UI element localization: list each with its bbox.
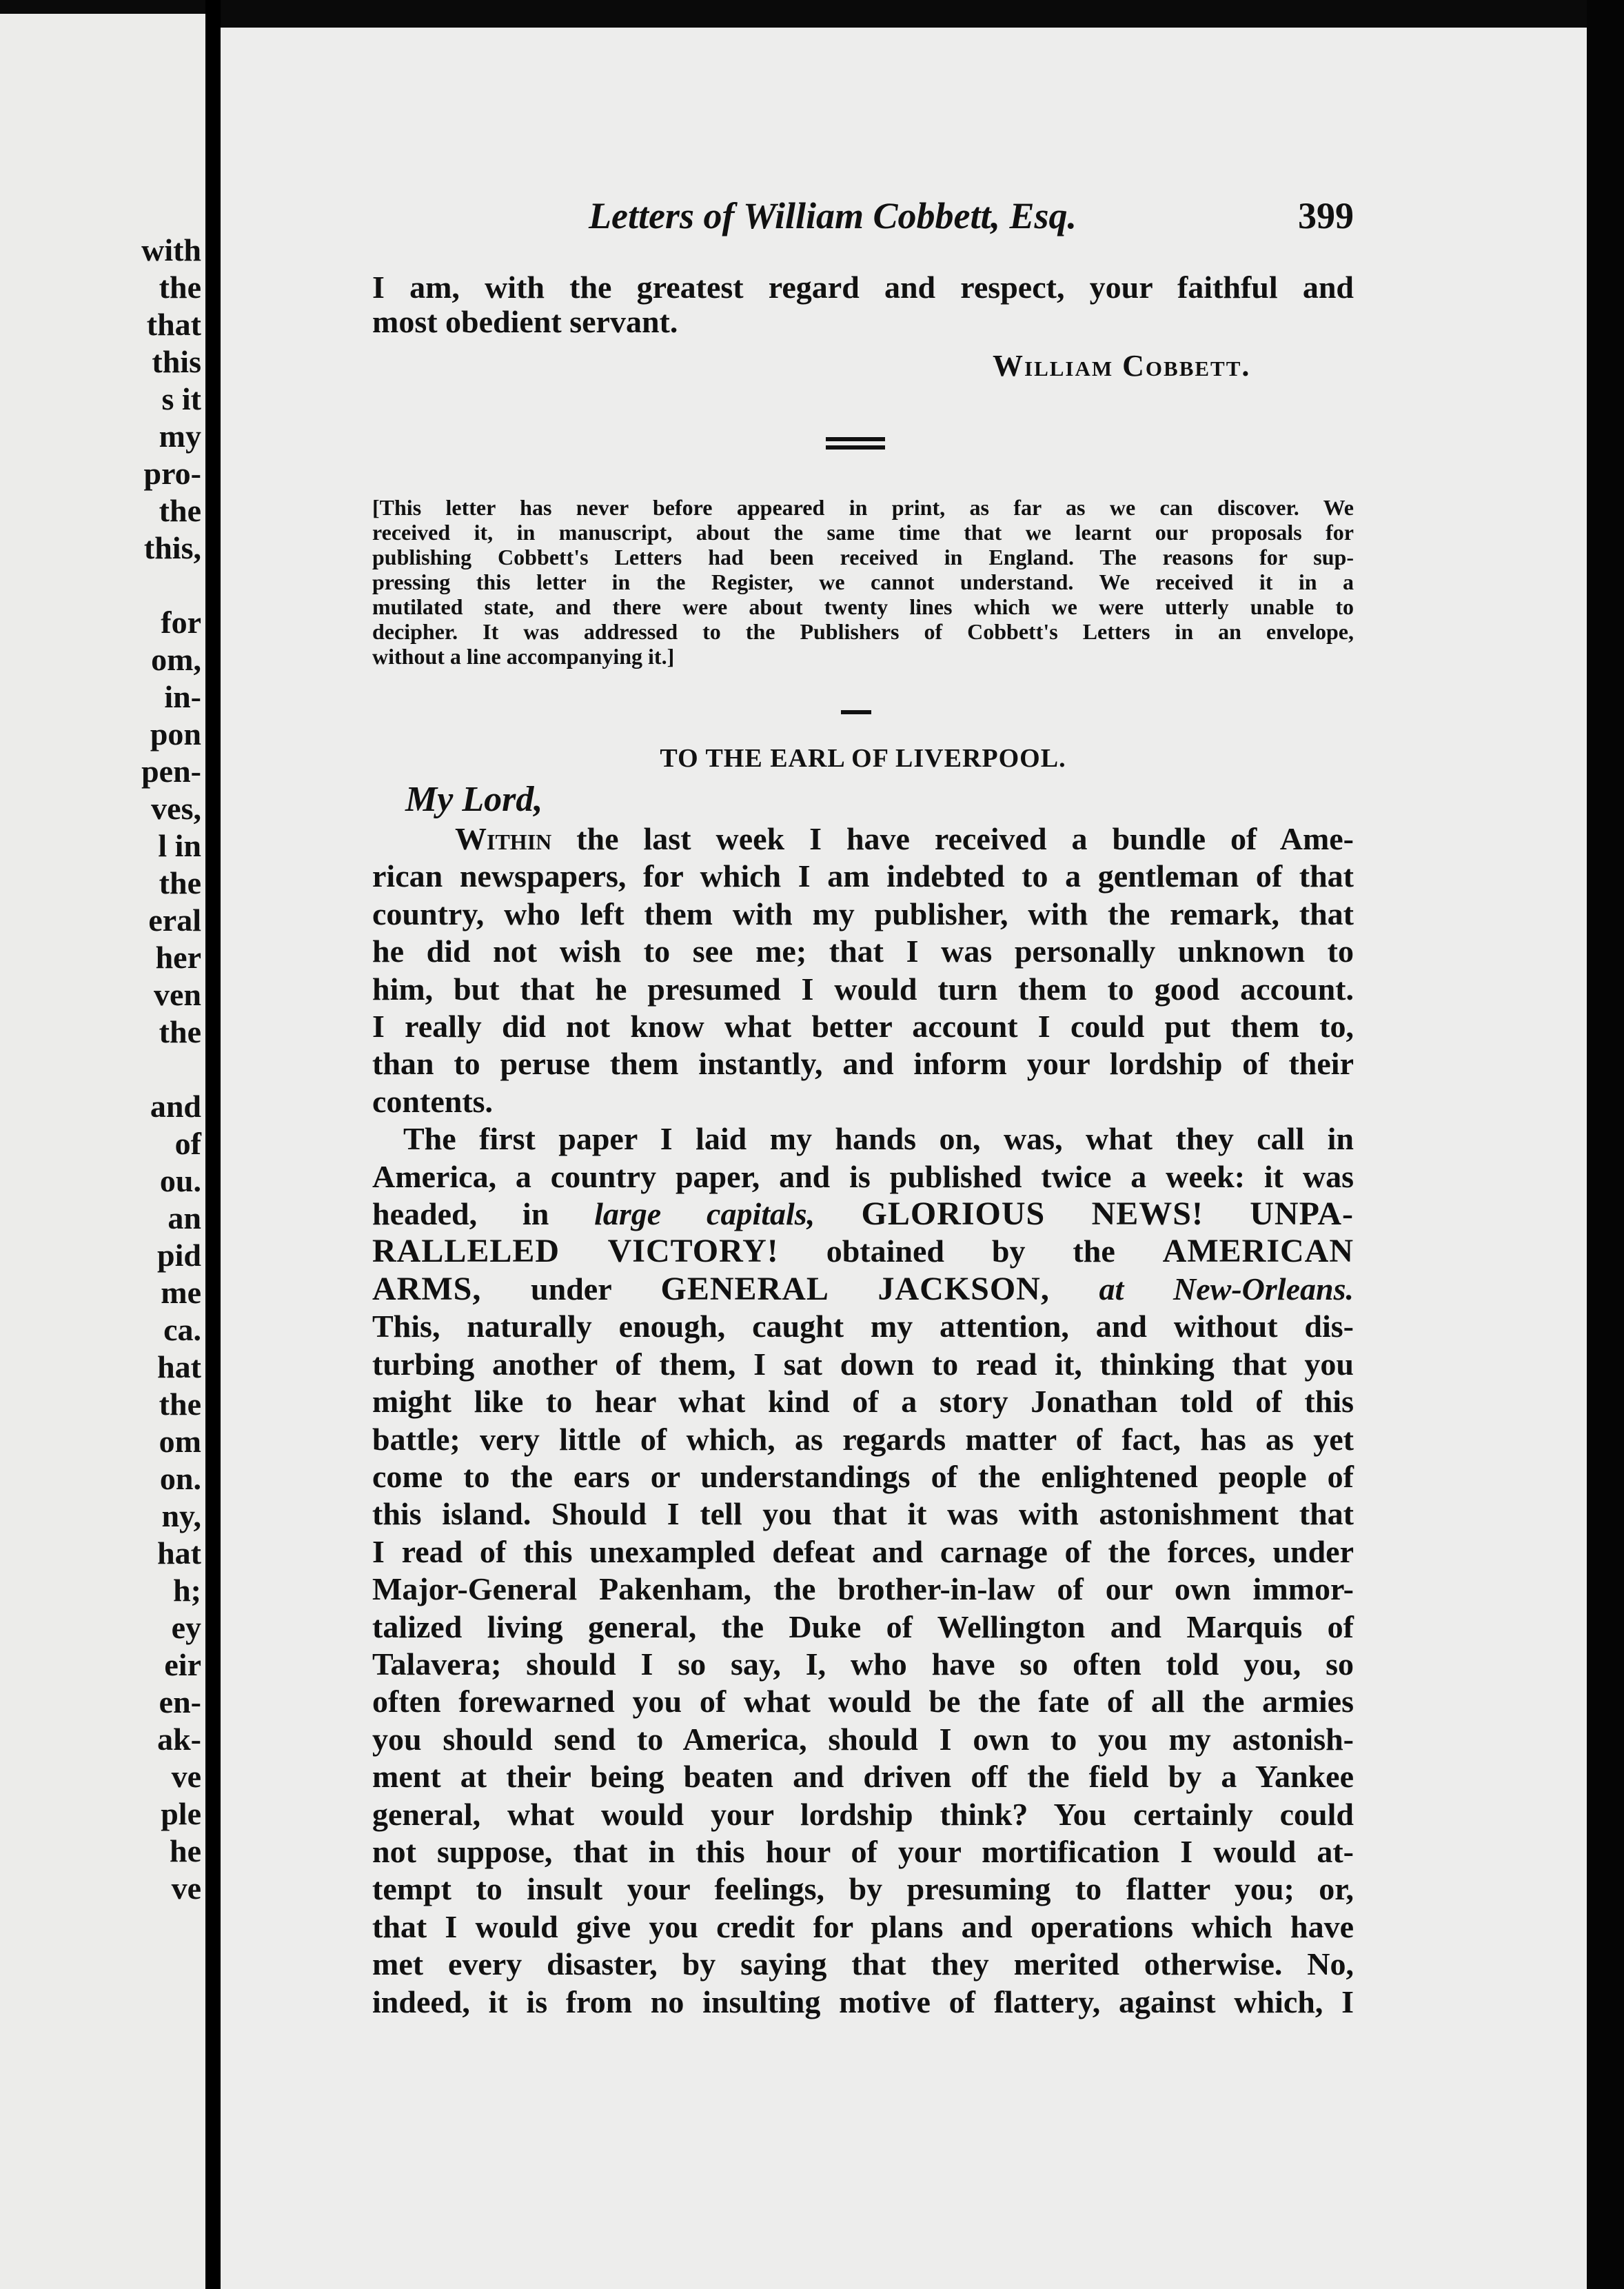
body-line [372, 1196, 1354, 1233]
facing-page-word: pon [150, 716, 201, 752]
note-line: mutilated state, and there were about twenty lines which we were utterly unable to [372, 594, 1354, 619]
body-line: than to peruse them instantly, and inform your lordship of their [372, 1046, 1354, 1082]
body-line: The first paper I laid my hands on, was, what they call in [403, 1121, 1354, 1157]
body-line: indeed, it is from no insulting motive of flattery, against which, I [372, 1984, 1354, 2019]
body-line-text: headed, in [372, 1196, 595, 1232]
facing-page-word: ves, [151, 791, 201, 826]
body-line: tempt to insult your feelings, by presuming to flatter you; or, [372, 1871, 1354, 1907]
body-line: not suppose, that in this hour of your mortification I would at- [372, 1833, 1354, 1869]
facing-page-word: on. [159, 1461, 201, 1496]
binding-gutter [205, 0, 221, 2289]
body-line: ment at their being beaten and driven off the field by a Yankee [372, 1759, 1354, 1795]
facing-page-word: this [152, 344, 201, 379]
facing-page-word: my [159, 419, 201, 454]
running-head [368, 194, 1354, 236]
facing-page-word: and [150, 1089, 201, 1124]
facing-page-word: pro- [143, 456, 201, 491]
scan-edge [1587, 0, 1624, 2289]
note-line: without a line accompanying it.] [372, 644, 675, 669]
facing-page-word: hat [157, 1535, 201, 1571]
facing-page-word: ven [154, 977, 201, 1012]
facing-page-word: h; [173, 1573, 201, 1608]
page-number: 399 [1298, 195, 1354, 236]
facing-page-word: for [161, 605, 201, 640]
body-line: him, but that he presumed I would turn them to good account. [372, 971, 1354, 1007]
body-line: you should send to America, should I own to you my astonish- [372, 1721, 1354, 1757]
facing-page-word: that [146, 307, 201, 342]
facing-page-word: om [159, 1424, 201, 1459]
facing-page-word: en- [159, 1684, 201, 1720]
facing-page-word: in- [164, 679, 201, 714]
facing-page-word: l in [158, 828, 201, 863]
facing-page-word: me [161, 1275, 201, 1310]
body-line-text: under [481, 1271, 661, 1307]
editorial-note [372, 495, 1354, 669]
facing-page-word: the [159, 865, 201, 900]
facing-page-word: ey [171, 1610, 201, 1645]
body-line-text: the last week I have received a bundle of Ame- [551, 821, 1354, 856]
facing-page-word: ou. [159, 1163, 201, 1198]
body-line: This, naturally enough, caught my attention, and without dis- [372, 1309, 1354, 1344]
facing-page-word: ak- [157, 1722, 201, 1757]
facing-page-word: eir [164, 1647, 201, 1682]
body-line: rican newspapers, for which I am indebted to a gentleman of that [372, 858, 1354, 894]
facing-page-word: this, [143, 530, 201, 565]
facing-page-word: om, [151, 642, 201, 677]
body-line: this island. Should I tell you that it was with astonishment that [372, 1496, 1354, 1532]
double-rule-divider [826, 437, 885, 450]
facing-page-word: the [159, 270, 201, 305]
note-line: decipher. It was addressed to the Publishers of Cobbett's Letters in an envelope, [372, 619, 1354, 644]
facing-page-word: the [159, 1386, 201, 1422]
body-line [372, 1271, 1354, 1308]
body-line: come to the ears or understandings of the enlightened people of [372, 1458, 1354, 1494]
facing-page-word: hat [157, 1349, 201, 1384]
headline-text: RALLELED VICTORY! [372, 1233, 779, 1270]
facing-page-word: the [159, 1014, 201, 1049]
facing-page-word: pen- [141, 754, 201, 789]
running-title: Letters of William Cobbett, Esq. [589, 195, 1077, 236]
facing-page-word: the [159, 493, 201, 528]
note-line: [This letter has never before appeared in print, as far as we can discover. We [372, 495, 1354, 520]
facing-page-word: s it [161, 381, 201, 416]
signature: William Cobbett. [993, 349, 1251, 383]
body-line: country, who left them with my publisher, with the remark, that [372, 896, 1354, 931]
body-line: talized living general, the Duke of Wellington and Marquis of [372, 1609, 1354, 1644]
facing-page-fragment [0, 14, 205, 2289]
salutation: My Lord, [405, 780, 543, 819]
note-line: received it, in manuscript, about the same time that we learnt our proposals for [372, 520, 1354, 545]
initial-word: Within [455, 821, 552, 856]
facing-page-word: with [141, 232, 201, 268]
body-line: met every disaster, by saying that they merited otherwise. No, [372, 1946, 1354, 1982]
facing-page-word: ca. [163, 1312, 201, 1347]
body-line [372, 820, 1354, 858]
note-line: pressing this letter in the Register, we cannot understand. We received it in a [372, 569, 1354, 594]
facing-page-word: eral [148, 903, 201, 938]
letter-body [372, 820, 1354, 2021]
body-line: battle; very little of which, as regards matter of fact, has as yet [372, 1421, 1354, 1457]
facing-page-word: of [174, 1126, 201, 1161]
body-line: often forewarned you of what would be the fate of all the armies [372, 1684, 1354, 1720]
body-line: I really did not know what better account I could put them to, [372, 1009, 1354, 1045]
headline-text: GENERAL JACKSON, [660, 1270, 1050, 1307]
italic-text: large capitals, [594, 1196, 815, 1232]
body-line: America, a country paper, and is published twice a week: it was [372, 1158, 1354, 1194]
body-line: Major-General Pakenham, the brother-in-law of our own immor- [372, 1571, 1354, 1607]
body-line [372, 1233, 1354, 1270]
body-line: Talavera; should I so say, I, who have so often told you, so [372, 1646, 1354, 1682]
facing-page-word: pid [157, 1238, 201, 1273]
body-line: that I would give you credit for plans and operations which have [372, 1908, 1354, 1944]
facing-page-word: ny, [161, 1498, 201, 1533]
single-rule-divider [841, 710, 871, 714]
body-line: turbing another of them, I sat down to read it, thinking that you [372, 1346, 1354, 1382]
facing-page-word: he [170, 1833, 201, 1868]
headline-text: GLORIOUS NEWS! UNPA- [815, 1196, 1354, 1233]
headline-text: ARMS, [372, 1270, 482, 1307]
closing-lines [372, 270, 1354, 339]
body-line: contents. [372, 1083, 494, 1119]
facing-page-word: ve [171, 1870, 201, 1906]
closing-line: most obedient servant. [372, 304, 678, 339]
body-line: he did not wish to see me; that I was personally unknown to [372, 934, 1354, 969]
body-line: might like to hear what kind of a story Jonathan told of this [372, 1384, 1354, 1420]
body-line: general, what would your lordship think? You certainly could [372, 1796, 1354, 1832]
note-line: publishing Cobbett's Letters had been received in England. The reasons for sup- [372, 545, 1354, 569]
letter-address: TO THE EARL OF LIVERPOOL. [660, 744, 1066, 773]
closing-line: I am, with the greatest regard and respect, your faithful and [372, 270, 1354, 305]
body-line-text: obtained by the [778, 1233, 1163, 1269]
facing-page-word: ple [161, 1796, 201, 1831]
facing-page-word: an [168, 1200, 201, 1236]
italic-text: at New-Orleans. [1049, 1271, 1354, 1307]
body-line: I read of this unexampled defeat and carnage of the forces, under [372, 1533, 1354, 1569]
facing-page-word: ve [171, 1759, 201, 1794]
headline-text: AMERICAN [1162, 1233, 1354, 1270]
facing-page-word: her [155, 940, 201, 975]
